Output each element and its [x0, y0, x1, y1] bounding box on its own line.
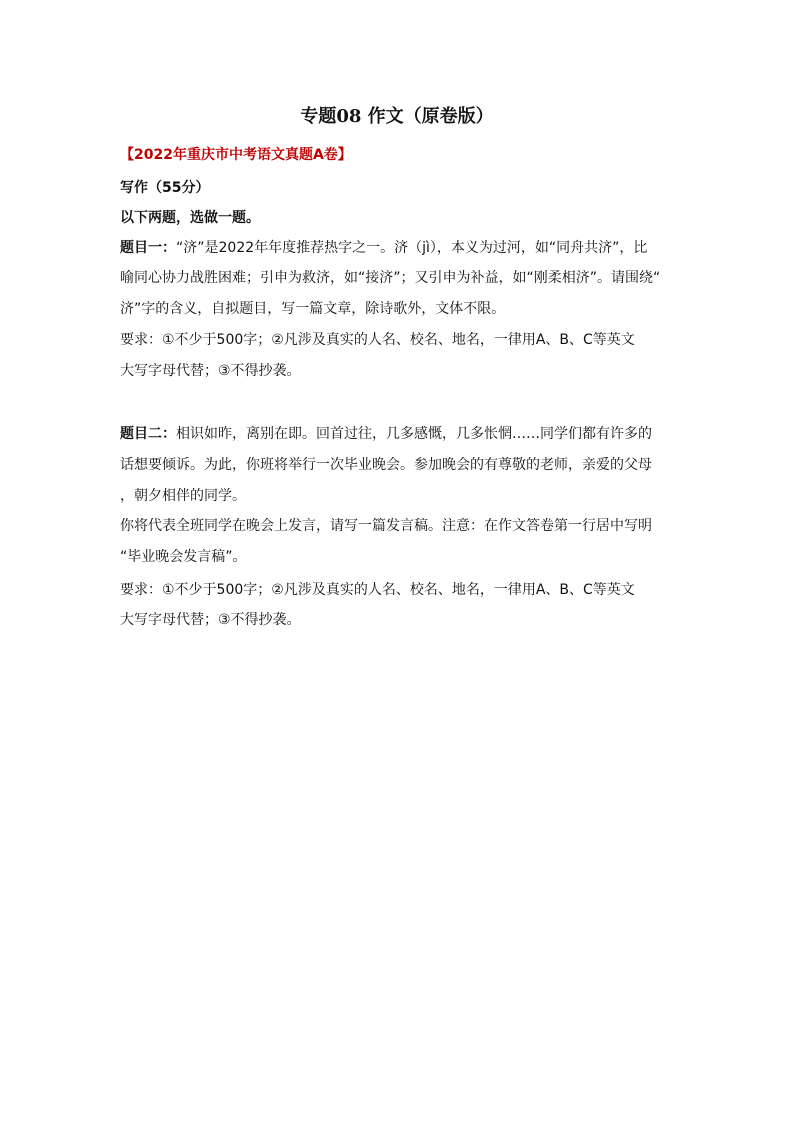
q2-line-5: “毕业晚会发言稿”。: [120, 549, 247, 565]
q1-text-1: “济”是2022年年度推荐热字之一。济（jì），本义为过河，如“同舟共济”，比: [176, 240, 648, 256]
section-heading: 写作（55分）: [120, 180, 210, 196]
q1-requirement-1: 要求：①不少于500字；②凡涉及真实的人名、校名、地名，一律用A、B、C等英文: [120, 332, 635, 348]
q2-line-3: ，朝夕相伴的同学。: [120, 488, 246, 504]
q2-requirement-2: 大写字母代替；③不得抄袭。: [120, 612, 301, 628]
q1-line-1: [120, 238, 680, 258]
q1-line-3: 济”字的含义，自拟题目，写一篇文章，除诗歌外，文体不限。: [120, 301, 506, 317]
q2-label: 题目二：: [120, 426, 176, 442]
q2-line-4: 你将代表全班同学在晚会上发言，请写一篇发言稿。注意：在作文答卷第一行居中写明: [120, 518, 652, 534]
q1-requirement-2: 大写字母代替；③不得抄袭。: [120, 363, 301, 379]
instruction: 以下两题，选做一题。: [120, 210, 260, 226]
q2-line-1: [120, 424, 680, 444]
q2-line-2: 话想要倾诉。为此，你班将举行一次毕业晚会。参加晚会的有尊敬的老师，亲爱的父母: [120, 457, 652, 473]
document-title: 专题08 作文（原卷版）: [300, 106, 494, 127]
q2-requirement-1: 要求：①不少于500字；②凡涉及真实的人名、校名、地名，一律用A、B、C等英文: [120, 582, 635, 598]
q2-text-1: 相识如昨，离别在即。回首过往，几多感慨，几多怅惘……同学们都有许多的: [176, 426, 652, 442]
q1-label: 题目一：: [120, 240, 176, 256]
source-tag: 【2022年重庆市中考语文真题A卷】: [120, 147, 352, 163]
q1-line-2: 喻同心协力战胜困难；引申为救济，如“接济”；又引申为补益，如“刚柔相济”。请围绕“: [120, 270, 661, 286]
